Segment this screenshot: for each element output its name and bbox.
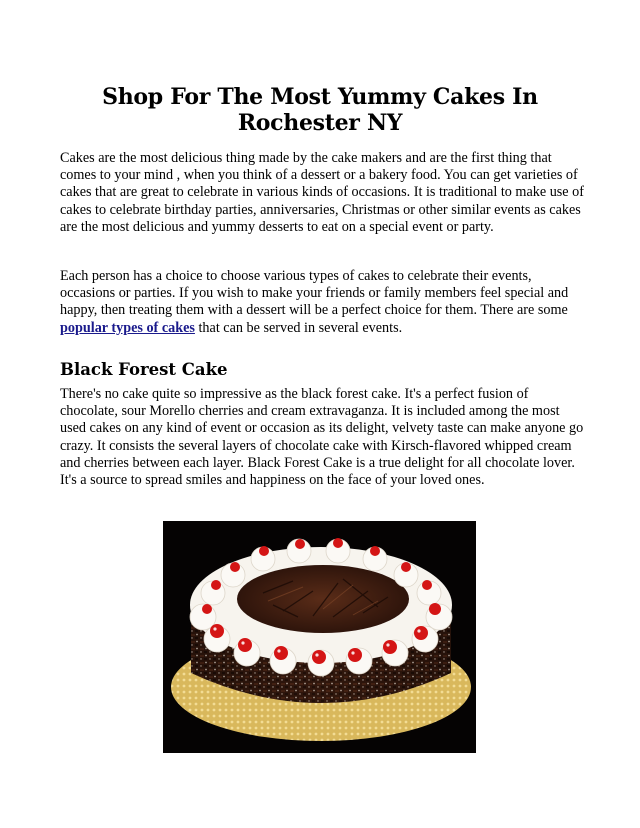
black-forest-cake-image: [163, 521, 476, 753]
popular-cakes-link[interactable]: popular types of cakes: [60, 319, 195, 336]
black-forest-paragraph: There's no cake quite so impressive as the black forest cake. It's a perfect fusion of chocolate, sour Morello cherries and cream extravaganza. It is included among the most used cakes on any kind of event or occasion as its delight, velvety taste can make anyone go crazy. It consists the several layers of chocolate cake with Kirsch-flavored whipped cream and cherries between each layer. Black Forest Cake is a true delight for all chocolate lover. It's a source to spread smiles and happiness on the face of your loved ones.: [60, 386, 584, 489]
intro-paragraph: Cakes are the most delicious thing made by the cake makers and are the first thing that comes to your mind , when you think of a dessert or a bakery food. You can get varieties of cakes that are great to celebrate in various kinds of occasions. It is traditional to make use of cakes to celebrate birthday parties, anniversaries, Christmas or other similar events as cakes are the most delicious and yummy desserts to eat on a special event or party.: [60, 150, 584, 235]
choice-paragraph-text-after: that can be served in several events.: [194, 319, 403, 336]
chocolate-shavings: [237, 565, 409, 633]
choice-paragraph-text-before: Each person has a choice to choose various types of cakes to celebrate their events, occasions or parties. If you wish to make your friends or family members feel special and happy, then treating them with a dessert will be a perfect choice for them. There are some: [60, 268, 569, 319]
choice-paragraph: [60, 268, 585, 337]
page-title: Shop For The Most Yummy Cakes In Rochester NY: [102, 84, 538, 136]
section-heading-black-forest: Black Forest Cake: [60, 360, 228, 379]
cake-illustration: [163, 521, 476, 753]
